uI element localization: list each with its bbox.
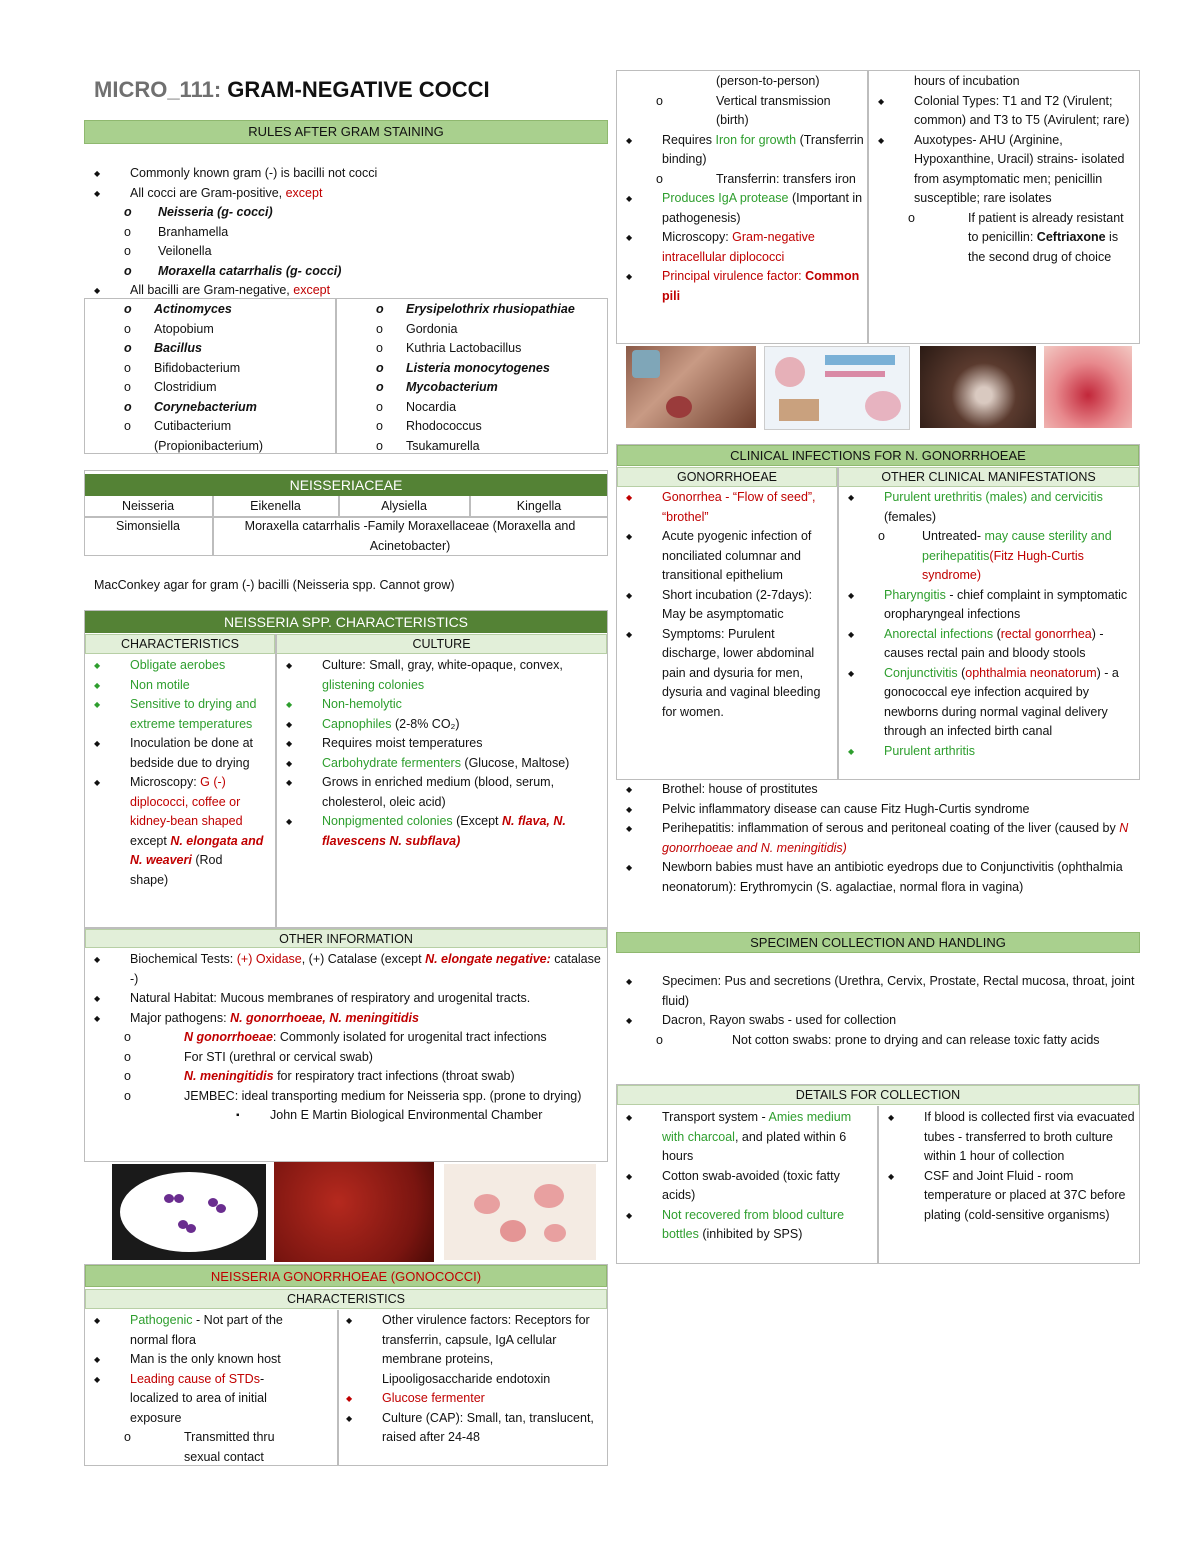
gonococci-header: NEISSERIA GONORRHOEAE (GONOCOCCI)	[85, 1265, 607, 1287]
characteristics-left	[84, 656, 264, 890]
rules-list	[84, 164, 608, 301]
exception-item: o Erysipelothrix rhusiopathiae	[336, 300, 606, 320]
other-subitem: o N. meningitidis for respiratory tract infections (throat swab)	[84, 1067, 602, 1087]
coccus-item: o Neisseria (g- cocci)	[84, 203, 608, 223]
continuation-subitem: o If patient is already resistant to penicillin: Ceftriaxone is the second drug of choice	[868, 209, 1134, 268]
skin-lesion-photo	[626, 346, 756, 428]
culture-item: ◆ Requires moist temperatures	[276, 734, 602, 754]
gonococci-left	[84, 1311, 314, 1467]
exception-item: o Gordonia	[336, 320, 606, 340]
other-subitem: o JEMBEC: ideal transporting medium for Neisseria spp. (prone to drying)	[84, 1087, 602, 1107]
characteristic-item: ◆ Non motile	[84, 676, 264, 696]
specimen-header: SPECIMEN COLLECTION AND HANDLING	[616, 932, 1140, 953]
gonococci-item: ◆ Pathogenic - Not part of the normal flora	[84, 1311, 314, 1350]
culture-item: ◆ Grows in enriched medium (blood, serum, cholesterol, oleic acid)	[276, 773, 602, 812]
clinical-note: ◆ Pelvic inflammatory disease can cause Fitz Hugh-Curtis syndrome	[616, 800, 1136, 820]
details-item: ◆ Transport system - Amies medium with charcoal, and plated within 6 hours	[616, 1108, 860, 1167]
continuation-item: ◆ Principal virulence factor: Common pili	[616, 267, 864, 306]
clinical-right	[838, 488, 1136, 761]
specimen-list	[616, 972, 1136, 1050]
page-title	[94, 76, 490, 104]
continuation-item: (person-to-person)	[716, 74, 820, 88]
exception-item: o Mycobacterium	[336, 378, 606, 398]
gram-smear-photo	[444, 1164, 596, 1260]
continuation-item: ◆ Microscopy: Gram-negative intracellular diplococci	[616, 228, 864, 267]
clinical-item: ◆ Short incubation (2-7days): May be asymptomatic	[616, 586, 826, 625]
continuation-item: ◆ Produces IgA protease (Important in pathogenesis)	[616, 189, 864, 228]
specimen-item: ◆ Specimen: Pus and secretions (Urethra, Cervix, Prostate, Rectal mucosa, throat, joint fluid)	[616, 972, 1136, 1011]
characteristic-item: ◆ Inoculation be done at bedside due to drying	[84, 734, 264, 773]
rule-item: ◆ Commonly known gram (-) is bacilli not cocci	[84, 164, 608, 184]
characteristic-item: ◆ Microscopy: G (-) diplococci, coffee or kidney-bean shaped except N. elongata and N. weaveri (Rod shape)	[84, 773, 264, 890]
gonococci-item: ◆ Man is the only known host	[84, 1350, 314, 1370]
clinical-note: ◆ Newborn babies must have an antibiotic eyedrops due to Conjunctivitis (ophthalmia neonatorum): Erythromycin (S. agalactiae, normal flora in vagina)	[616, 858, 1136, 897]
exception-item: o Corynebacterium	[84, 398, 334, 418]
other-info-list	[84, 950, 602, 1126]
macconkey-note: MacConkey agar for gram (-) bacilli (Neisseria spp. Cannot grow)	[94, 578, 455, 592]
clinical-item: ◆ Symptoms: Purulent discharge, lower abdominal pain and dysuria for men, dysuria and vaginal bleeding for women.	[616, 625, 826, 723]
clinical-item: ◆ Gonorrhea - “Flow of seed”, “brothel”	[616, 488, 826, 527]
clinical-note: ◆ Brothel: house of prostitutes	[616, 780, 1136, 800]
details-left	[616, 1108, 860, 1245]
exception-item: o Bacillus	[84, 339, 334, 359]
exception-item: o Cutibacterium	[84, 417, 334, 437]
clinical-item: ◆ Anorectal infections (rectal gonorrhea) - causes rectal pain and bloody stools	[838, 625, 1136, 664]
gram-stain-diagram	[112, 1164, 266, 1260]
clinical-notes	[616, 780, 1136, 897]
coccus-item: o Branhamella	[84, 223, 608, 243]
clinical-item: ◆ Pharyngitis - chief complaint in symptomatic oropharyngeal infections	[838, 586, 1136, 625]
clinical-item: ◆ Purulent urethritis (males) and cervicitis (females)	[838, 488, 1136, 527]
clinical-left	[616, 488, 826, 722]
other-item: ◆ Major pathogens: N. gonorrhoeae, N. meningitidis	[84, 1009, 602, 1029]
characteristics-col1: CHARACTERISTICS	[85, 634, 275, 654]
gonococci-subheader: CHARACTERISTICS	[85, 1289, 607, 1309]
clinical-subitem: o Untreated- may cause sterility and perihepatitis(Fitz Hugh-Curtis syndrome)	[838, 527, 1136, 586]
rules-header: RULES AFTER GRAM STAINING	[84, 120, 608, 144]
throat-photo	[1044, 346, 1132, 428]
clinical-item: ◆ Purulent arthritis	[838, 742, 1136, 762]
exception-item: (Propionibacterium)	[154, 438, 264, 453]
other-subsubitem: ▪ John E Martin Biological Environmental Chamber	[84, 1106, 602, 1126]
coccus-item: o Moraxella catarrhalis (g- cocci)	[84, 262, 608, 282]
clinical-header: CLINICAL INFECTIONS FOR N. GONORRHOEAE	[617, 445, 1139, 466]
infographic-image	[764, 346, 910, 430]
title-prefix: MICRO_111:	[94, 77, 222, 102]
characteristics-header: NEISSERIA SPP. CHARACTERISTICS	[85, 611, 607, 633]
details-right	[878, 1108, 1136, 1225]
continuation-item: ◆ Colonial Types: T1 and T2 (Virulent; common) and T3 to T5 (Avirulent; rare)	[868, 92, 1134, 131]
clinical-col1: GONORRHOEAE	[617, 467, 837, 487]
continuation-item: ◆ Requires Iron for growth (Transferrin binding)	[616, 131, 864, 170]
details-item: ◆ Not recovered from blood culture bottles (inhibited by SPS)	[616, 1206, 860, 1245]
culture-item: ◆ Nonpigmented colonies (Except N. flava, N. flavescens N. subflava)	[276, 812, 602, 851]
exception-item: o Rhodococcus	[336, 417, 606, 437]
family-neisseria: Neisseria	[121, 499, 175, 513]
continuation-item: ◆ Auxotypes- AHU (Arginine, Hypoxanthine, Uracil) strains- isolated from asymptomatic men; penicillin susceptible; rare isolates	[868, 131, 1134, 209]
exception-item: o Kuthria Lactobacillus	[336, 339, 606, 359]
culture-list	[276, 656, 602, 851]
continuation-left	[616, 72, 864, 306]
details-item: ◆ CSF and Joint Fluid - room temperature or placed at 37C before plating (cold-sensitive organisms)	[878, 1167, 1136, 1226]
other-subitem: o N gonorrhoeae: Commonly isolated for urogenital tract infections	[84, 1028, 602, 1048]
exceptions-left	[84, 300, 334, 456]
culture-item: ◆ Non-hemolytic	[276, 695, 602, 715]
characteristic-item: ◆ Sensitive to drying and extreme temperatures	[84, 695, 264, 734]
other-item: ◆ Biochemical Tests: (+) Oxidase, (+) Catalase (except N. elongate negative: catalase -)	[84, 950, 602, 989]
specimen-subitem: o Not cotton swabs: prone to drying and can release toxic fatty acids	[616, 1031, 1136, 1051]
details-item: ◆ If blood is collected first via evacuated tubes - transferred to broth culture within 1 hour of collection	[878, 1108, 1136, 1167]
neisseriaceae-header: NEISSERIACEAE	[85, 474, 607, 496]
rule-item: ◆ All cocci are Gram-positive, except	[84, 184, 608, 204]
rule-item: ◆ All bacilli are Gram-negative, except	[84, 281, 608, 301]
culture-item: ◆ Carbohydrate fermenters (Glucose, Maltose)	[276, 754, 602, 774]
continuation-subitem: o Transferrin: transfers iron	[616, 170, 864, 190]
gonococci-item: ◆ Culture (CAP): Small, tan, translucent, raised after 24-48	[336, 1409, 598, 1448]
characteristics-col2: CULTURE	[276, 634, 607, 654]
clinical-col2: OTHER CLINICAL MANIFESTATIONS	[838, 467, 1139, 487]
other-info-header: OTHER INFORMATION	[85, 929, 607, 948]
culture-item: ◆ Culture: Small, gray, white-opaque, convex, glistening colonies	[276, 656, 602, 695]
specimen-item: ◆ Dacron, Rayon swabs - used for collection	[616, 1011, 1136, 1031]
continuation-subitem: o Vertical transmission (birth)	[616, 92, 864, 131]
exceptions-right	[336, 300, 606, 456]
agar-plate-photo	[274, 1162, 434, 1262]
family-moraxella: Moraxella catarrhalis -Family Moraxellaceae (Moraxella and Acinetobacter)	[244, 519, 576, 553]
gonococci-item: ◆ Other virulence factors: Receptors for transferrin, capsule, IgA cellular membrane proteins, Lipooligosaccharide endotoxin	[336, 1311, 598, 1389]
exception-item: o Actinomyces	[84, 300, 334, 320]
continuation-right	[868, 72, 1134, 267]
exception-item: o Nocardia	[336, 398, 606, 418]
family-alysiella: Alysiella	[381, 499, 427, 513]
exception-item: o Clostridium	[84, 378, 334, 398]
exception-item: o Listeria monocytogenes	[336, 359, 606, 379]
characteristic-item: ◆ Obligate aerobes	[84, 656, 264, 676]
eye-infection-photo	[920, 346, 1036, 428]
details-header: DETAILS FOR COLLECTION	[617, 1085, 1139, 1105]
clinical-note: ◆ Perihepatitis: inflammation of serous and peritoneal coating of the liver (caused by N gonorrhoeae and N. meningitidis)	[616, 819, 1136, 858]
gonococci-right	[336, 1311, 598, 1448]
exception-item: o Tsukamurella	[336, 437, 606, 457]
family-kingella: Kingella	[516, 499, 562, 513]
family-eikenella: Eikenella	[250, 499, 301, 513]
gonococci-subitem: o Transmitted thru sexual contact	[84, 1428, 314, 1467]
gonococci-item: ◆ Leading cause of STDs- localized to area of initial exposure	[84, 1370, 314, 1429]
gonococci-item: ◆ Glucose fermenter	[336, 1389, 598, 1409]
exception-item: o Bifidobacterium	[84, 359, 334, 379]
exception-item: o Atopobium	[84, 320, 334, 340]
coccus-item: o Veilonella	[84, 242, 608, 262]
details-item: ◆ Cotton swab-avoided (toxic fatty acids)	[616, 1167, 860, 1206]
other-subitem: o For STI (urethral or cervical swab)	[84, 1048, 602, 1068]
family-simonsiella: Simonsiella	[116, 519, 180, 533]
title-main: GRAM-NEGATIVE COCCI	[227, 77, 490, 102]
other-item: ◆ Natural Habitat: Mucous membranes of respiratory and urogenital tracts.	[84, 989, 602, 1009]
clinical-item: ◆ Conjunctivitis (ophthalmia neonatorum) - a gonococcal eye infection acquired by newborns during normal vaginal delivery through an infected birth canal	[838, 664, 1136, 742]
clinical-item: ◆ Acute pyogenic infection of nonciliated columnar and transitional epithelium	[616, 527, 826, 586]
continuation-item: hours of incubation	[914, 74, 1020, 88]
culture-item: ◆ Capnophiles (2-8% CO₂)	[276, 715, 602, 735]
